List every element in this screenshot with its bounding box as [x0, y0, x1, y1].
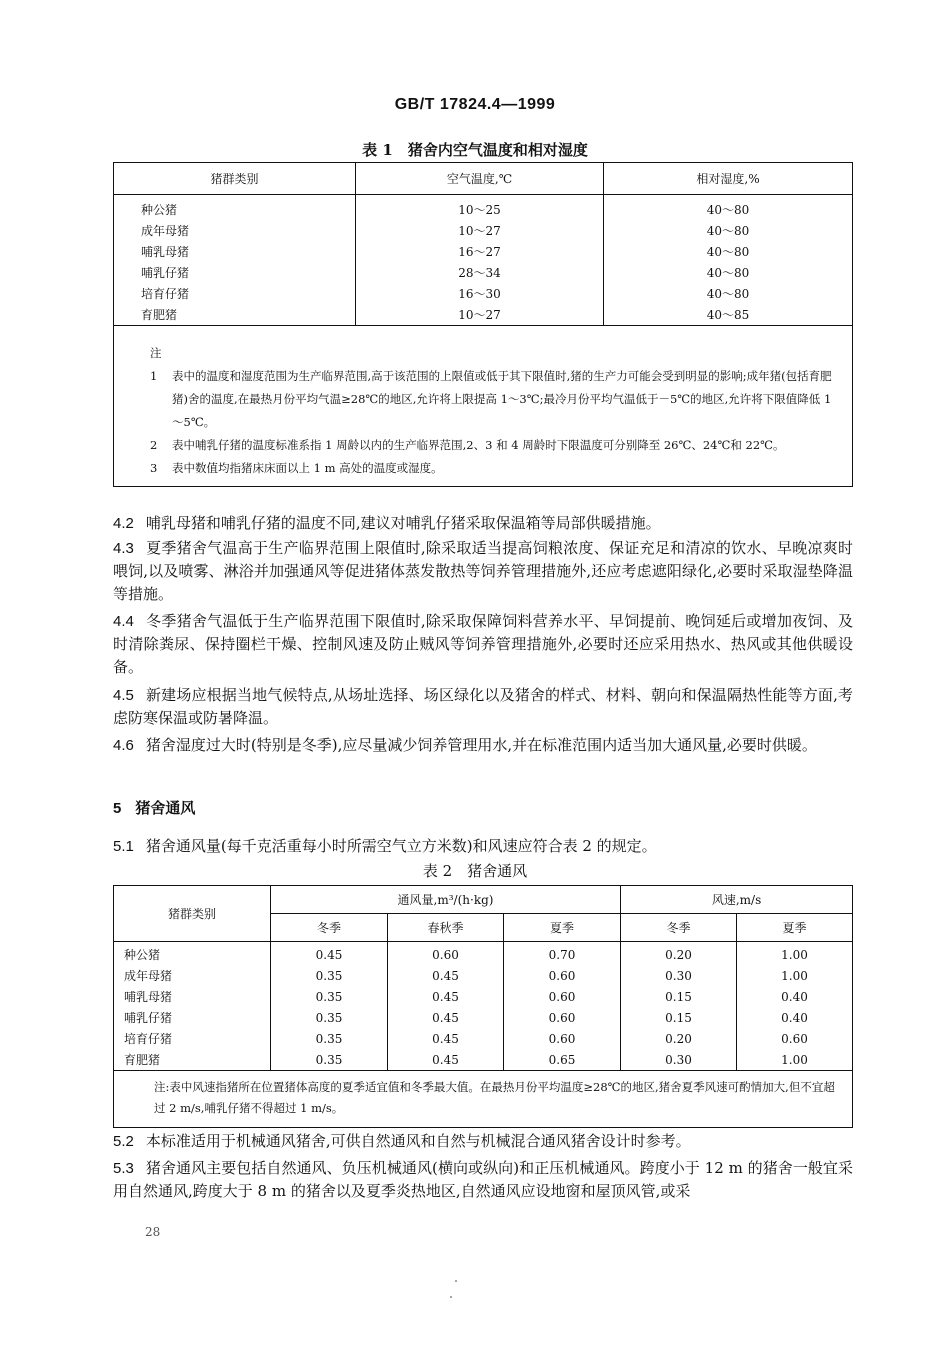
table2-note-row	[114, 1071, 853, 1128]
clause-text: 猪舍通风量(每千克活重每小时所需空气立方米数)和风速应符合表 2 的规定。	[145, 837, 657, 855]
table2-title: 表 2 猪舍通风	[422, 862, 528, 880]
note-text: 表中的温度和湿度范围为生产临界范围,高于该范围的上限值或低于其下限值时,猪的生产力可能会受到明显的影响;成年猪(包括育肥猪)舍的温度,在最热月份平均气温≥28℃的地区,允许将上限提高 1～3℃;最冷月份平均气温低于－5℃的地区,允许将下限值降低 1～5℃。	[172, 369, 832, 429]
table-cell: 0.30	[621, 1049, 737, 1071]
paragraph-5-2	[113, 1130, 853, 1153]
table-cell: 1.00	[737, 965, 853, 986]
table2-note: 注:表中风速指猪所在位置猪体高度的夏季适宜值和冬季最大值。在最热月份平均温度≥28℃的地区,猪舍夏季风速可酌情加大,但不宜超过 2 m/s,哺乳仔猪不得超过 1 m/s。	[114, 1071, 853, 1128]
note-item	[150, 365, 842, 434]
table-cell: 种公猪	[141, 203, 178, 217]
table-row	[114, 942, 853, 966]
paragraph-4-6	[113, 734, 853, 757]
table-cell: 28～34	[356, 262, 604, 283]
table-cell: 0.20	[621, 942, 737, 966]
clause-text: 猪舍湿度过大时(特别是冬季),应尽量减少饲养管理用水,并在标准范围内适当加大通风量,必要时供暖。	[145, 736, 817, 754]
table2-subheader: 夏季	[504, 914, 621, 942]
document-code: GB/T 17824.4—1999	[394, 96, 556, 113]
table-cell: 0.45	[271, 942, 388, 966]
clause-number: 5.3	[113, 1160, 134, 1177]
table-row	[114, 986, 853, 1007]
table-cell: 哺乳仔猪	[114, 1007, 271, 1028]
clause-number: 4.3	[113, 540, 134, 557]
table-cell: 0.60	[504, 986, 621, 1007]
paragraph-4-5	[113, 684, 853, 730]
table-cell: 40～80	[604, 262, 853, 283]
table-cell: 0.45	[388, 986, 504, 1007]
table-cell: 育肥猪	[114, 1049, 271, 1071]
table-cell: 0.65	[504, 1049, 621, 1071]
table-cell: 0.35	[271, 1007, 388, 1028]
table-cell: 培育仔猪	[114, 1028, 271, 1049]
table-cell: 0.60	[504, 1007, 621, 1028]
paragraph-5-3	[113, 1157, 853, 1203]
table-row	[114, 1028, 853, 1049]
table-cell: 0.60	[504, 1028, 621, 1049]
note-text: 表中哺乳仔猪的温度标准系指 1 周龄以内的生产临界范围,2、3 和 4 周龄时下限温度可分别降至 26℃、24℃和 22℃。	[172, 438, 785, 452]
clause-number: 5.1	[113, 838, 134, 855]
paragraph-4-4	[113, 610, 853, 679]
table-cell: 0.45	[388, 1007, 504, 1028]
table-cell: 40～80	[604, 220, 853, 241]
table-cell: 40～80	[604, 241, 853, 262]
table-cell: 0.60	[388, 942, 504, 966]
table-cell: 育肥猪	[141, 308, 178, 322]
table-cell: 0.35	[271, 1049, 388, 1071]
paragraph-4-2	[113, 512, 853, 535]
table-row	[114, 220, 853, 241]
table2-subheader: 夏季	[737, 914, 853, 942]
note-item	[150, 434, 842, 457]
note-number: 1	[150, 369, 158, 383]
note-number: 2	[150, 438, 158, 452]
table-row	[114, 1049, 853, 1071]
table-row	[114, 304, 853, 326]
section-number: 5	[113, 800, 122, 817]
table-cell: 16～27	[356, 241, 604, 262]
table-cell: 16～30	[356, 283, 604, 304]
table1-header-row	[114, 163, 853, 195]
clause-text: 本标准适用于机械通风猪舍,可供自然通风和自然与机械混合通风猪舍设计时参考。	[145, 1132, 691, 1150]
note-text: 表中数值均指猪床床面以上 1 m 高处的温度或湿度。	[172, 461, 443, 475]
table2-ventilation	[113, 885, 853, 1128]
clause-number: 4.4	[113, 613, 134, 630]
table1-header-temperature: 空气温度,℃	[356, 163, 604, 195]
table2-header-volume: 通风量,m³/(h·kg)	[271, 886, 621, 914]
table-cell: 0.30	[621, 965, 737, 986]
clause-number: 5.2	[113, 1133, 134, 1150]
table1-notes	[114, 326, 853, 487]
table-cell: 成年母猪	[114, 965, 271, 986]
table-cell: 0.35	[271, 1028, 388, 1049]
table-cell: 哺乳母猪	[141, 245, 190, 259]
table-row	[114, 262, 853, 283]
note-item	[150, 457, 842, 480]
table2-subheader: 冬季	[621, 914, 737, 942]
table-cell: 1.00	[737, 1049, 853, 1071]
table-cell: 40～80	[604, 195, 853, 221]
paragraph-5-1	[113, 835, 853, 858]
clause-text: 夏季猪舍气温高于生产临界范围上限值时,除采取适当提高饲粮浓度、保证充足和清凉的饮水、早晚凉爽时喂饲,以及喷雾、淋浴并加强通风等促进猪体蒸发散热等饲养管理措施外,还应考虑遮阳绿化,必要时采取湿垫降温等措施。	[113, 539, 853, 603]
table-cell: 0.35	[271, 986, 388, 1007]
table-row	[114, 965, 853, 986]
table-cell: 10～27	[356, 220, 604, 241]
table-cell: 0.60	[504, 965, 621, 986]
table-cell: 成年母猪	[141, 224, 190, 238]
table-cell: 哺乳仔猪	[141, 266, 190, 280]
table1-header-category: 猪群类别	[114, 163, 356, 195]
table-cell: 0.45	[388, 965, 504, 986]
table-cell: 种公猪	[114, 942, 271, 966]
clause-text: 哺乳母猪和哺乳仔猪的温度不同,建议对哺乳仔猪采取保温箱等局部供暖措施。	[145, 514, 661, 532]
table-cell: 40～80	[604, 283, 853, 304]
clause-text: 猪舍通风主要包括自然通风、负压机械通风(横向或纵向)和正压机械通风。跨度小于 12 m 的猪舍一般宜采用自然通风,跨度大于 8 m 的猪舍以及夏季炎热地区,自然通风应设地窗和屋顶风管,或采	[113, 1159, 853, 1200]
clause-number: 4.6	[113, 737, 134, 754]
table-row	[114, 241, 853, 262]
table-cell: 0.15	[621, 1007, 737, 1028]
table1-notes-row	[114, 326, 853, 487]
clause-number: 4.5	[113, 687, 134, 704]
table1-header-humidity: 相对湿度,%	[604, 163, 853, 195]
table-cell: 10～27	[356, 304, 604, 326]
table-cell: 0.35	[271, 965, 388, 986]
scan-speck	[450, 1296, 452, 1298]
table-cell: 0.70	[504, 942, 621, 966]
table1-temperature-humidity	[113, 162, 853, 487]
scan-speck	[455, 1280, 457, 1282]
table2-header-category: 猪群类别	[114, 886, 271, 942]
table-cell: 0.15	[621, 986, 737, 1007]
table-row	[114, 283, 853, 304]
table2-header-row	[114, 886, 853, 914]
table-cell: 0.60	[737, 1028, 853, 1049]
table-cell: 40～85	[604, 304, 853, 326]
table-cell: 0.45	[388, 1049, 504, 1071]
table-cell: 1.00	[737, 942, 853, 966]
clause-text: 新建场应根据当地气候特点,从场址选择、场区绿化以及猪舍的样式、材料、朝向和保温隔热性能等方面,考虑防寒保温或防暑降温。	[113, 686, 853, 727]
clause-text: 冬季猪舍气温低于生产临界范围下限值时,除采取保障饲料营养水平、早饲提前、晚饲延后或增加夜饲、及时清除粪尿、保持圈栏干燥、控制风速及防止贼风等饲养管理措施外,必要时还应采用热水、热风或其他供暖设备。	[113, 612, 853, 676]
table2-subheader: 冬季	[271, 914, 388, 942]
table1-title: 表 1 猪舍内空气温度和相对湿度	[362, 141, 588, 159]
table-cell: 10～25	[356, 195, 604, 221]
table-cell: 0.40	[737, 1007, 853, 1028]
page-number: 28	[145, 1225, 161, 1239]
table-row	[114, 1007, 853, 1028]
clause-number: 4.2	[113, 515, 134, 532]
table-cell: 0.45	[388, 1028, 504, 1049]
table-cell: 哺乳母猪	[114, 986, 271, 1007]
table2-header-speed: 风速,m/s	[621, 886, 853, 914]
note-label: 注	[150, 346, 162, 360]
note-number: 3	[150, 461, 158, 475]
table-row	[114, 195, 853, 221]
section-5-heading	[113, 797, 195, 818]
section-title: 猪舍通风	[135, 800, 196, 817]
table-cell: 0.40	[737, 986, 853, 1007]
table-cell: 0.20	[621, 1028, 737, 1049]
table2-subheader: 春秋季	[388, 914, 504, 942]
table-cell: 培育仔猪	[141, 287, 190, 301]
paragraph-4-3	[113, 537, 853, 606]
